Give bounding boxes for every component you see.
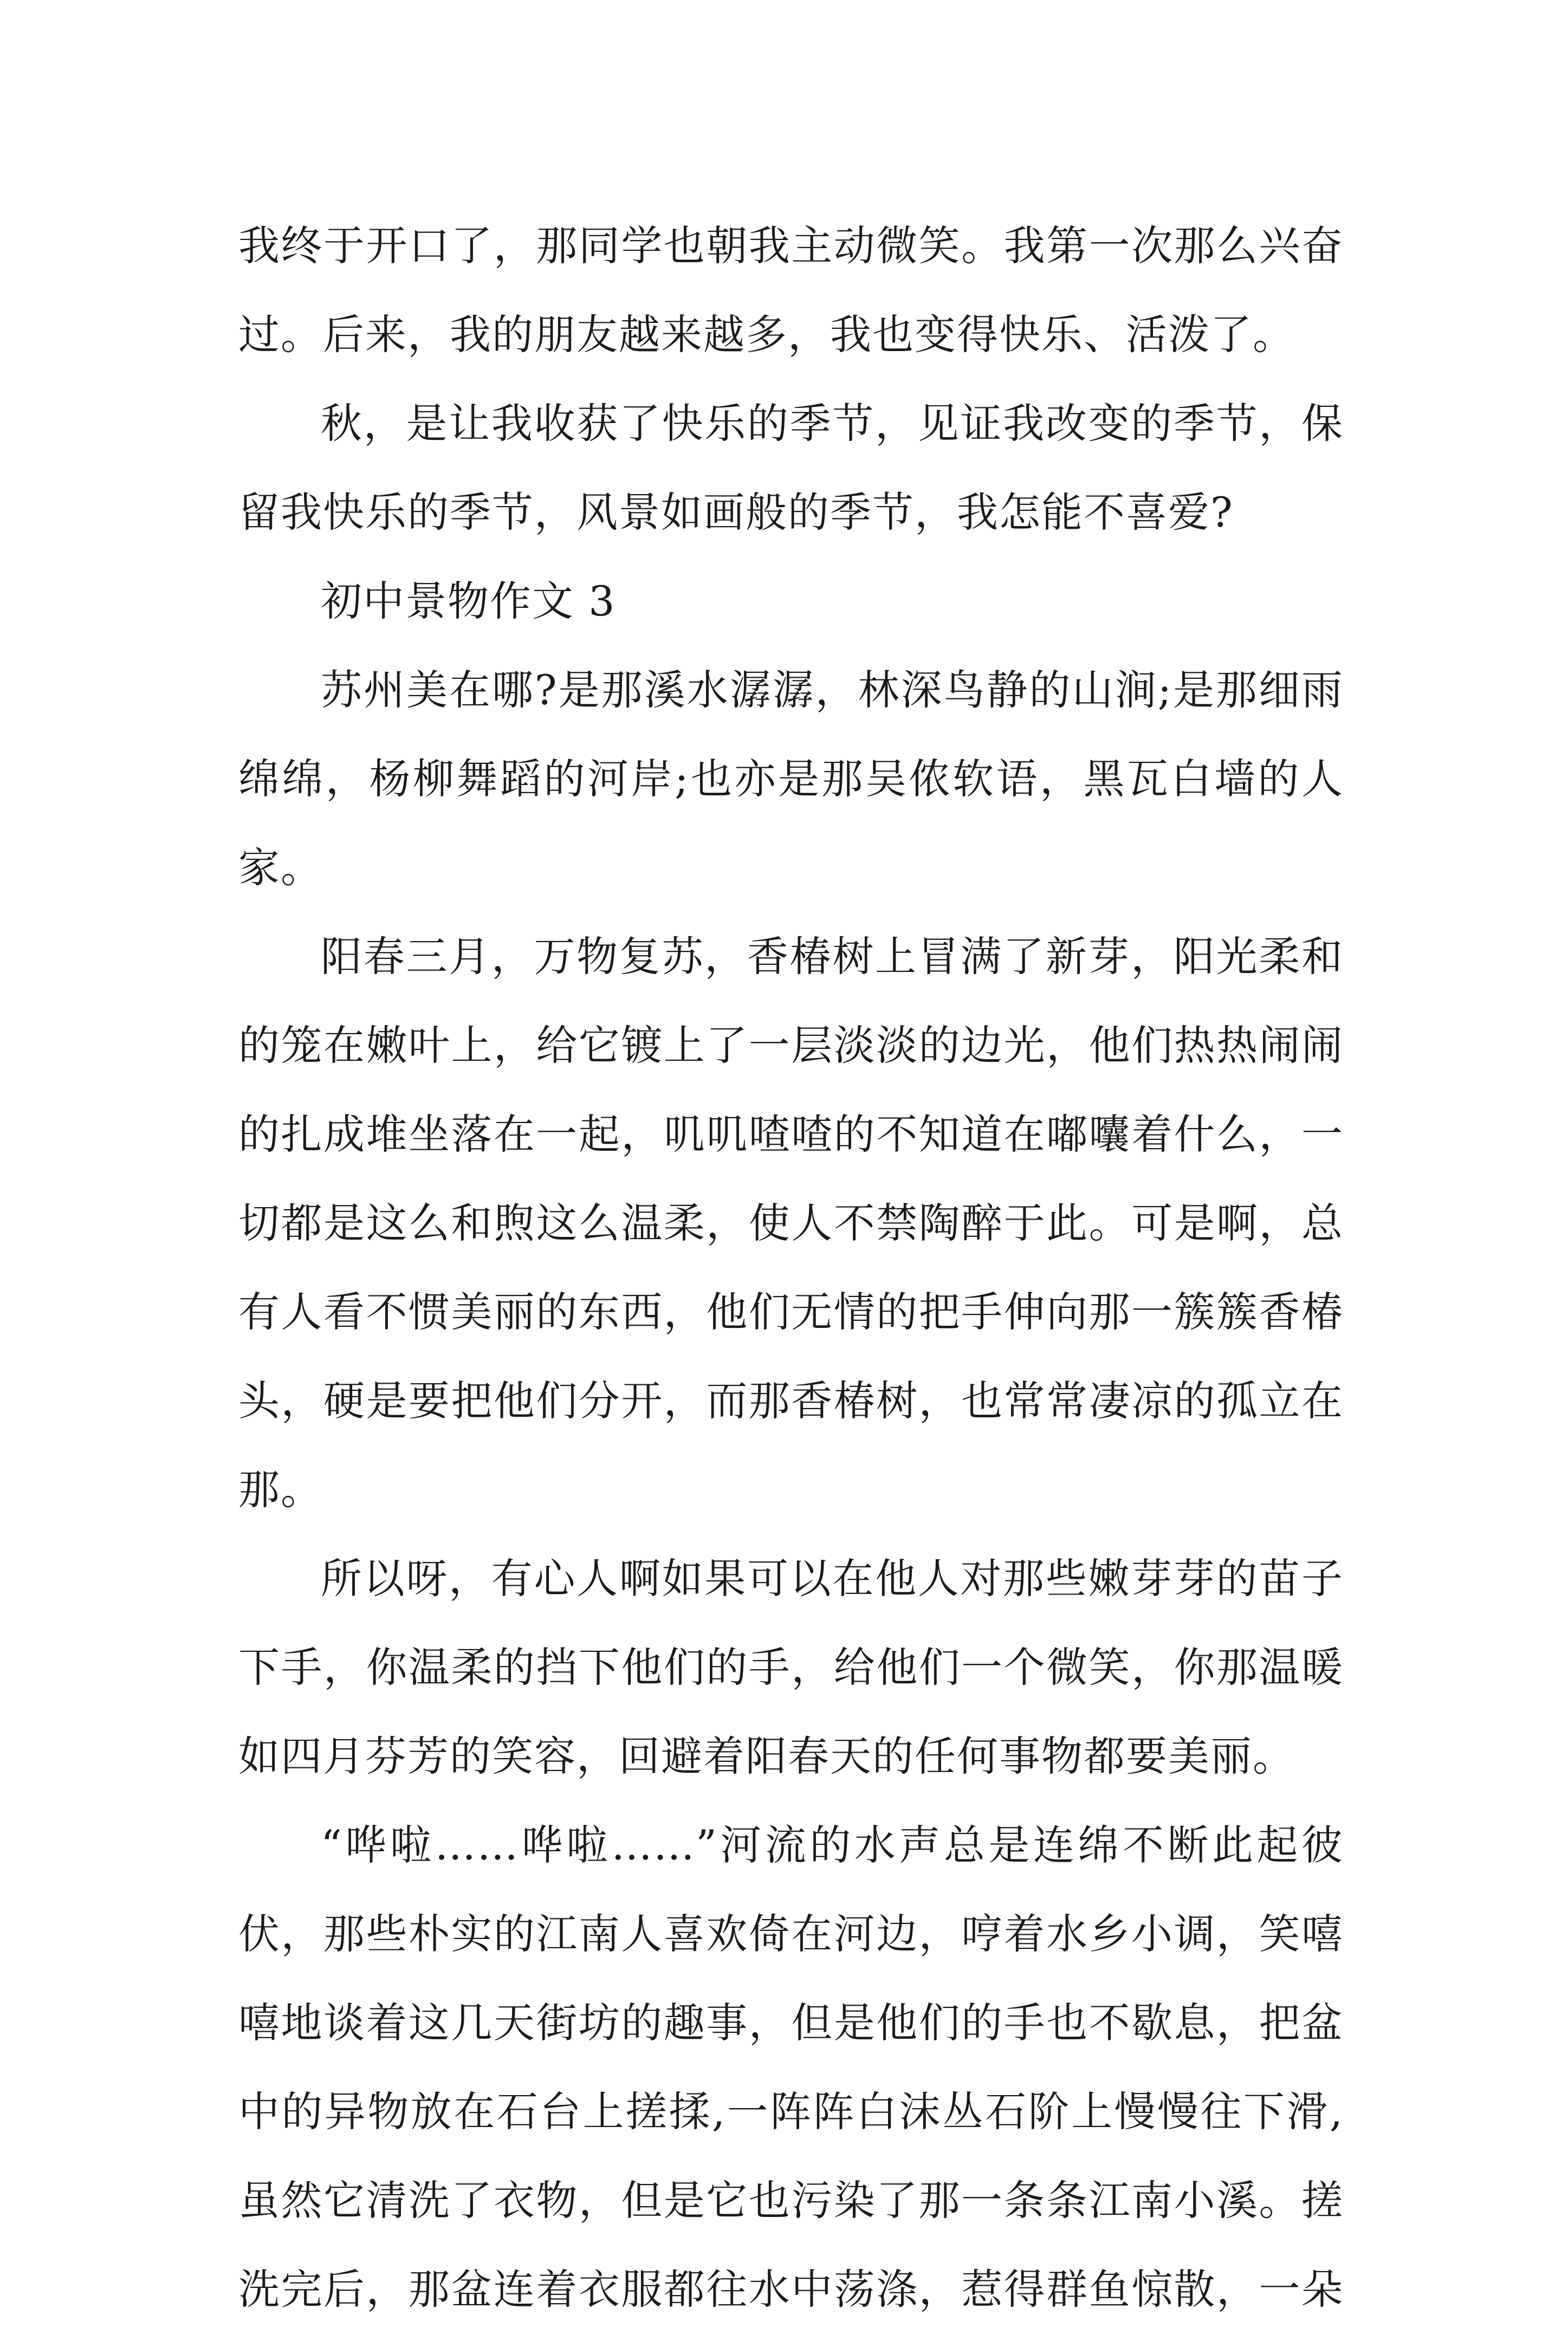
text-line: 绵绵，杨柳舞蹈的河岸;也亦是那吴侬软语，黑瓦白墙的人 — [238, 755, 1344, 803]
text-line: 阳春三月，万物复苏，香椿树上冒满了新芽，阳光柔和 — [321, 932, 1344, 981]
text-line: 过。后来，我的朋友越来越多，我也变得快乐、活泼了。 — [238, 310, 1295, 359]
text-line: 下手，你温柔的挡下他们的手，给他们一个微笑，你那温暖 — [238, 1643, 1344, 1691]
text-line: 虽然它清洗了衣物，但是它也污染了那一条条江南小溪。搓 — [238, 2176, 1344, 2225]
text-line: 家。 — [238, 844, 323, 892]
text-line: 留我快乐的季节，风景如画般的季节，我怎能不喜爱? — [238, 488, 1234, 536]
text-line: 嘻地谈着这几天街坊的趣事，但是他们的手也不歇息，把盆 — [238, 1999, 1344, 2047]
text-line: 所以呀，有心人啊如果可以在他人对那些嫩芽芽的苗子 — [321, 1554, 1344, 1603]
text-line: 洗完后，那盆连着衣服都往水中荡涤，惹得群鱼惊散，一朵 — [238, 2265, 1344, 2313]
text-line: “哗啦……哗啦……”河流的水声总是连绵不断此起彼 — [321, 1821, 1344, 1869]
document-body — [238, 202, 1344, 2334]
text-line: 有人看不惯美丽的东西，他们无情的把手伸向那一簇簇香椿 — [238, 1288, 1344, 1336]
text-line: 的笼在嫩叶上，给它镀上了一层淡淡的边光，他们热热闹闹 — [238, 1021, 1344, 1069]
text-line: 我终于开口了，那同学也朝我主动微笑。我第一次那么兴奋 — [238, 222, 1344, 270]
section-heading: 初中景物作文 3 — [321, 577, 616, 625]
text-line: 切都是这么和煦这么温柔，使人不禁陶醉于此。可是啊，总 — [238, 1199, 1344, 1247]
text-line: 头，硬是要把他们分开，而那香椿树，也常常凄凉的孤立在 — [238, 1377, 1344, 1425]
text-line: 的扎成堆坐落在一起，叽叽喳喳的不知道在嘟囔着什么，一 — [238, 1110, 1344, 1158]
text-line: 如四月芬芳的笑容，回避着阳春天的任何事物都要美丽。 — [238, 1732, 1295, 1780]
text-line: 伏，那些朴实的江南人喜欢倚在河边，哼着水乡小调，笑嘻 — [238, 1910, 1344, 1958]
text-line: 苏州美在哪?是那溪水潺潺，林深鸟静的山涧;是那细雨 — [321, 666, 1344, 714]
text-line: 中的异物放在石台上搓揉,一阵阵白沫丛石阶上慢慢往下滑, — [238, 2087, 1344, 2136]
text-line: 秋，是让我收获了快乐的季节，见证我改变的季节，保 — [321, 399, 1344, 448]
text-line: 那。 — [238, 1466, 323, 1514]
